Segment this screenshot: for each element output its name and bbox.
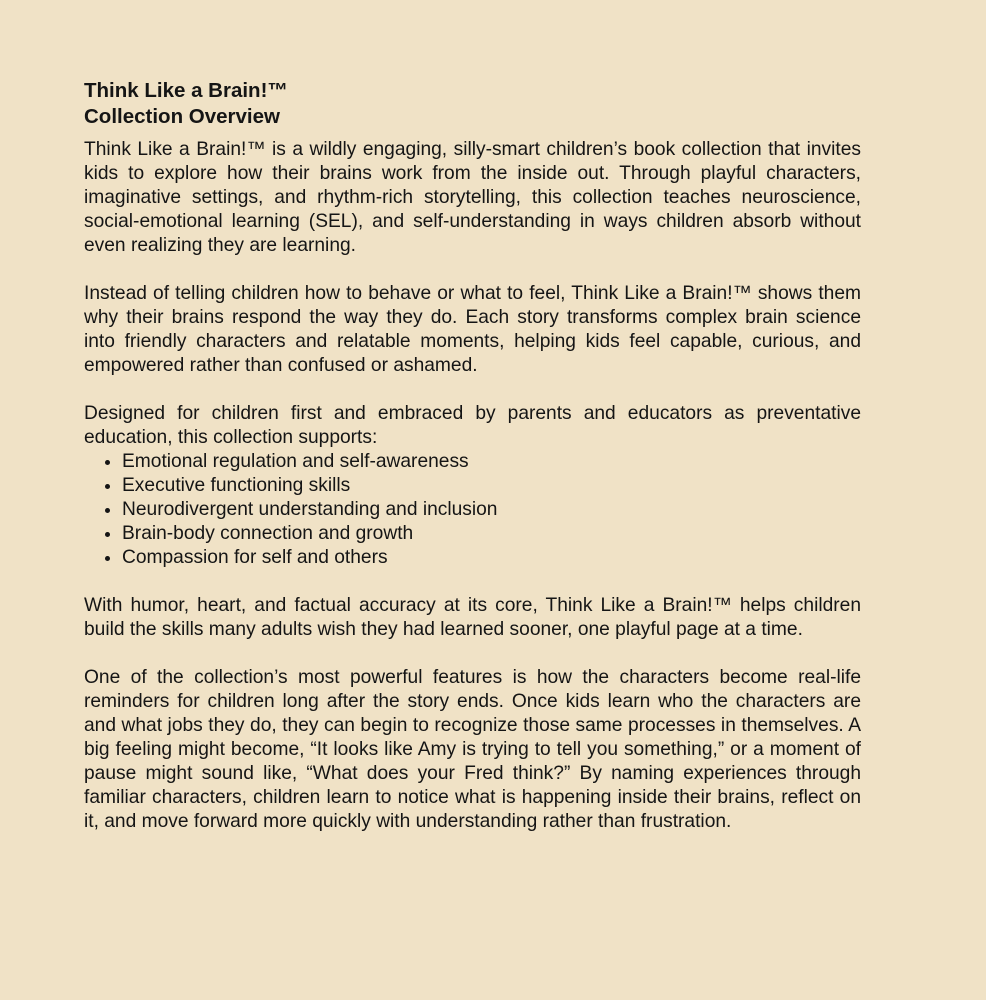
title-line-1: Think Like a Brain!™ xyxy=(84,79,288,102)
humor-paragraph: With humor, heart, and factual accuracy at its core, Think Like a Brain!™ helps children build the skills many adults wish they had learned sooner, one playful page at a time. xyxy=(84,595,861,640)
list-item: • Brain-body connection and growth xyxy=(122,522,861,546)
document-page xyxy=(84,78,861,858)
list-item: • Neurodivergent understanding and inclusion xyxy=(122,498,861,522)
title-line-2: Collection Overview xyxy=(84,105,280,128)
page-title xyxy=(84,78,861,130)
intro-paragraph: Think Like a Brain!™ is a wildly engaging, silly-smart children’s book collection that invites kids to explore how their brains work from the inside out. Through playful characters, imaginative settings, and rhythm-rich storytelling, this collection teaches neuroscience, social-emotional learning (SEL), and self-understanding in ways children absorb without even realizing they are learning. xyxy=(84,139,861,256)
characters-paragraph: One of the collection’s most powerful features is how the characters become real-life reminders for children long after the story ends. Once kids learn who the characters are and what jobs they do, they can begin to recognize those same processes in themselves. A big feeling might become, “It looks like Amy is trying to tell you something,” or a moment of pause might sound like, “What does your Fred think?” By naming experiences through familiar characters, children learn to notice what is happening inside their brains, reflect on it, and move forward more quickly with understanding rather than frustration. xyxy=(84,667,861,832)
supports-list xyxy=(84,450,861,570)
list-item: • Emotional regulation and self-awareness xyxy=(122,450,861,474)
approach-paragraph: Instead of telling children how to behave or what to feel, Think Like a Brain!™ shows them why their brains respond the way they do. Each story transforms complex brain science into friendly characters and relatable moments, helping kids feel capable, curious, and empowered rather than confused or ashamed. xyxy=(84,283,861,376)
list-item: • Compassion for self and others xyxy=(122,546,861,570)
list-item: • Executive functioning skills xyxy=(122,474,861,498)
supports-lead-in: Designed for children first and embraced by parents and educators as preventative education, this collection supports: xyxy=(84,403,861,448)
